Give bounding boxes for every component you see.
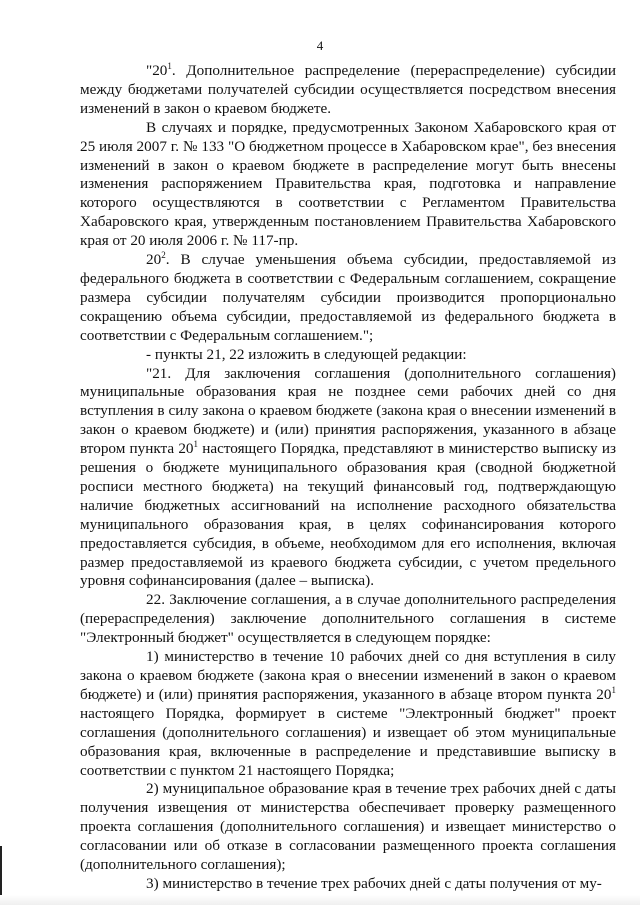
paragraph-22: 22. Заключение соглашения, а в случае дополнительного распределения (перераспределения) заключение дополнительного соглашения в системе "Электронный бюджет" осуществляется в следующем порядке: — [80, 591, 616, 647]
page-number: 4 — [316, 38, 324, 53]
paragraph-22-item-2: 2) муниципальное образование края в течение трех рабочих дней с даты получения извещения от министерства обеспечивает проверку размещенного проекта соглашения (дополнительного соглашения) и извещает министерство о согласовании или об отказе в согласовании размещенного проекта соглашения (дополнительного соглашения); — [80, 780, 616, 874]
paragraph-20-2: $20^2$. В случае уменьшения объема субсидии, предоставляемой из федерального бюджета в соответствии с Федеральным соглашением, сокращение размера субсидии получателям субсидии производится пропорционально сокращению объема субсидии, предоставляемой из федерального бюджета в соответствии с Федеральным соглашением."; — [80, 250, 616, 344]
paragraph-21: "21. Для заключения соглашения (дополнительного соглашения) муниципальные образования края не позднее семи рабочих дней со дня вступления в силу закона о краевом бюджете (закона края о внесении изменений в закон о краевом бюджете) и (или) принятия распоряжения, указанного в абзаце втором пункта $20^1$ настоящего Порядка, представляют в министерство выписку из решения о бюджете муниципального образования края (сводной бюджетной росписи местного бюджета) на текущий финансовый год, подтверждающую наличие бюджетных ассигнований на исполнение расходного обязательства муниципального образования края, в целях софинансирования которого предоставляется субсидия, в объеме, необходимом для его исполнения, включая размер предоставляемой из краевого бюджета субсидии, с учетом предельного уровня софинансирования (далее – выписка). — [80, 364, 616, 590]
paragraph-22-item-1: 1) министерство в течение 10 рабочих дней со дня вступления в силу закона о краевом бюджете (закона края о внесении изменений в закон о краевом бюджете) и (или) принятия распоряжения, указанного в абзаце втором пункта $20^1$ настоящего Порядка, формирует в системе "Электронный бюджет" проект соглашения (дополнительного соглашения) и извещает об этом муниципальные образования края, включенные в распределение и представившие выписку в соответствии с пунктом 21 настоящего Порядка; — [80, 648, 616, 779]
paragraph-cases-procedure: В случаях и порядке, предусмотренных Законом Хабаровского края от 25 июля 2007 г. № 133 "О бюджетном процессе в Хабаровском крае", без внесения изменений в закон о краевом бюджете в распределение могут быть внесены изменения распоряжением Правительства края, подготовка и направление которого осуществляются в соответствии с Регламентом Правительства Хабаровского края, утвержденным постановлением Правительства Хабаровского края от 20 июля 2006 г. № 117-пр. — [80, 118, 616, 250]
paragraph-amend-21-22: - пункты 21, 22 изложить в следующей редакции: — [146, 345, 467, 363]
scan-bottom-edge — [0, 895, 640, 905]
paragraph-22-item-3: 3) министерство в течение трех рабочих дней с даты получения от му- — [146, 874, 602, 892]
document-body — [80, 62, 616, 894]
paragraph-20-1: "$20^1$. Дополнительное распределение (перераспределение) субсидии между бюджетами получателей субсидии осуществляется посредством внесения изменений в закон о краевом бюджете. — [80, 60, 616, 117]
